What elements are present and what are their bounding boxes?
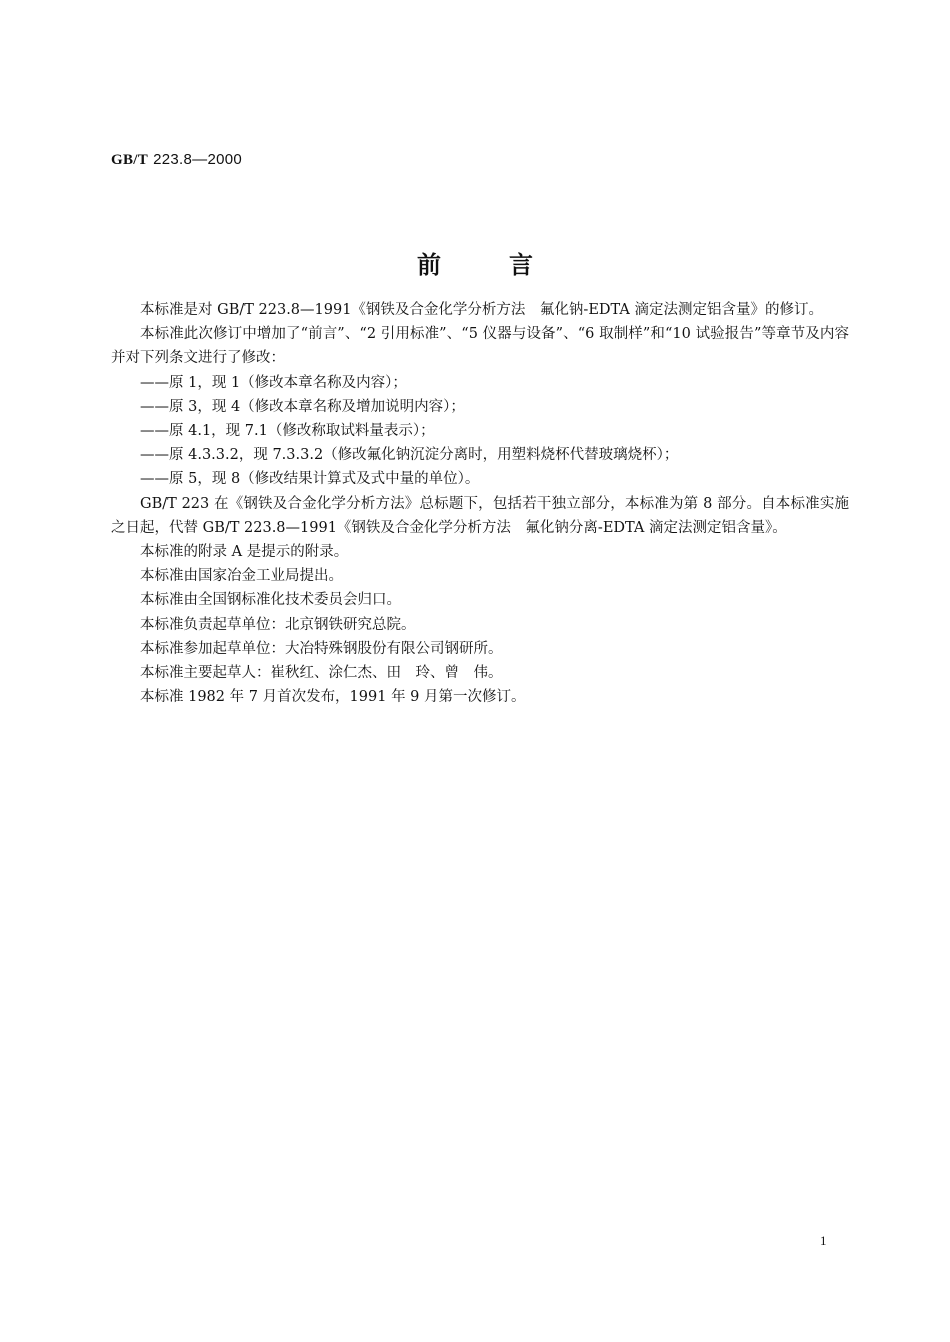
foreword-body <box>111 298 849 709</box>
list-item-change-2: ——原 3，现 4（修改本章名称及增加说明内容）； <box>140 398 465 415</box>
list-item-change-1: ——原 1，现 1（修改本章名称及内容）； <box>140 374 407 391</box>
paragraph-series-info: GB/T 223 在《钢铁及合金化学分析方法》总标题下，包括若干独立部分，本标准为第 8 部分。自本标准实施之日起，代替 GB/T 223.8—1991《钢铁及合金化学分析方法 氟化钠分离-EDTA 滴定法测定铝含量》。 <box>111 495 849 536</box>
list-item-change-4: ——原 4.3.3.2，现 7.3.3.2（修改氟化钠沉淀分离时，用塑料烧杯代替玻璃烧杯）； <box>140 447 679 464</box>
paragraph-history: 本标准 1982 年 7 月首次发布，1991 年 9 月第一次修订。 <box>140 689 526 706</box>
document-code <box>111 150 242 169</box>
paragraph-managed-by: 本标准由全国钢标准化技术委员会归口。 <box>140 592 401 609</box>
paragraph-added-sections: 本标准此次修订中增加了“前言”、“2 引用标准”、“5 仪器与设备”、“6 取制样”和“10 试验报告”等章节及内容并对下列条文进行了修改： <box>111 326 849 367</box>
paragraph-drafters: 本标准主要起草人：崔秋红、涂仁杰、田 玲、曾 伟。 <box>140 665 503 682</box>
paragraph-participating-unit: 本标准参加起草单位：大冶特殊钢股份有限公司钢研所。 <box>140 640 503 657</box>
document-code-number: 223.8—2000 <box>153 151 243 168</box>
paragraph-appendix: 本标准的附录 A 是提示的附录。 <box>140 544 349 561</box>
paragraph-proposed-by: 本标准由国家冶金工业局提出。 <box>140 568 343 585</box>
list-item-change-5: ——原 5，现 8（修改结果计算式及式中量的单位）。 <box>140 471 480 488</box>
document-code-prefix: GB/T <box>111 152 149 168</box>
list-item-change-3: ——原 4.1，现 7.1（修改称取试料量表示）； <box>140 423 435 440</box>
page-title: 前言 <box>417 251 601 279</box>
paragraph-revision-of: 本标准是对 GB/T 223.8—1991《钢铁及合金化学分析方法 氟化钠-EDTA 滴定法测定铝含量》的修订。 <box>140 302 823 318</box>
page-number: 1 <box>820 1233 827 1248</box>
paragraph-drafting-unit: 本标准负责起草单位：北京钢铁研究总院。 <box>140 616 416 633</box>
